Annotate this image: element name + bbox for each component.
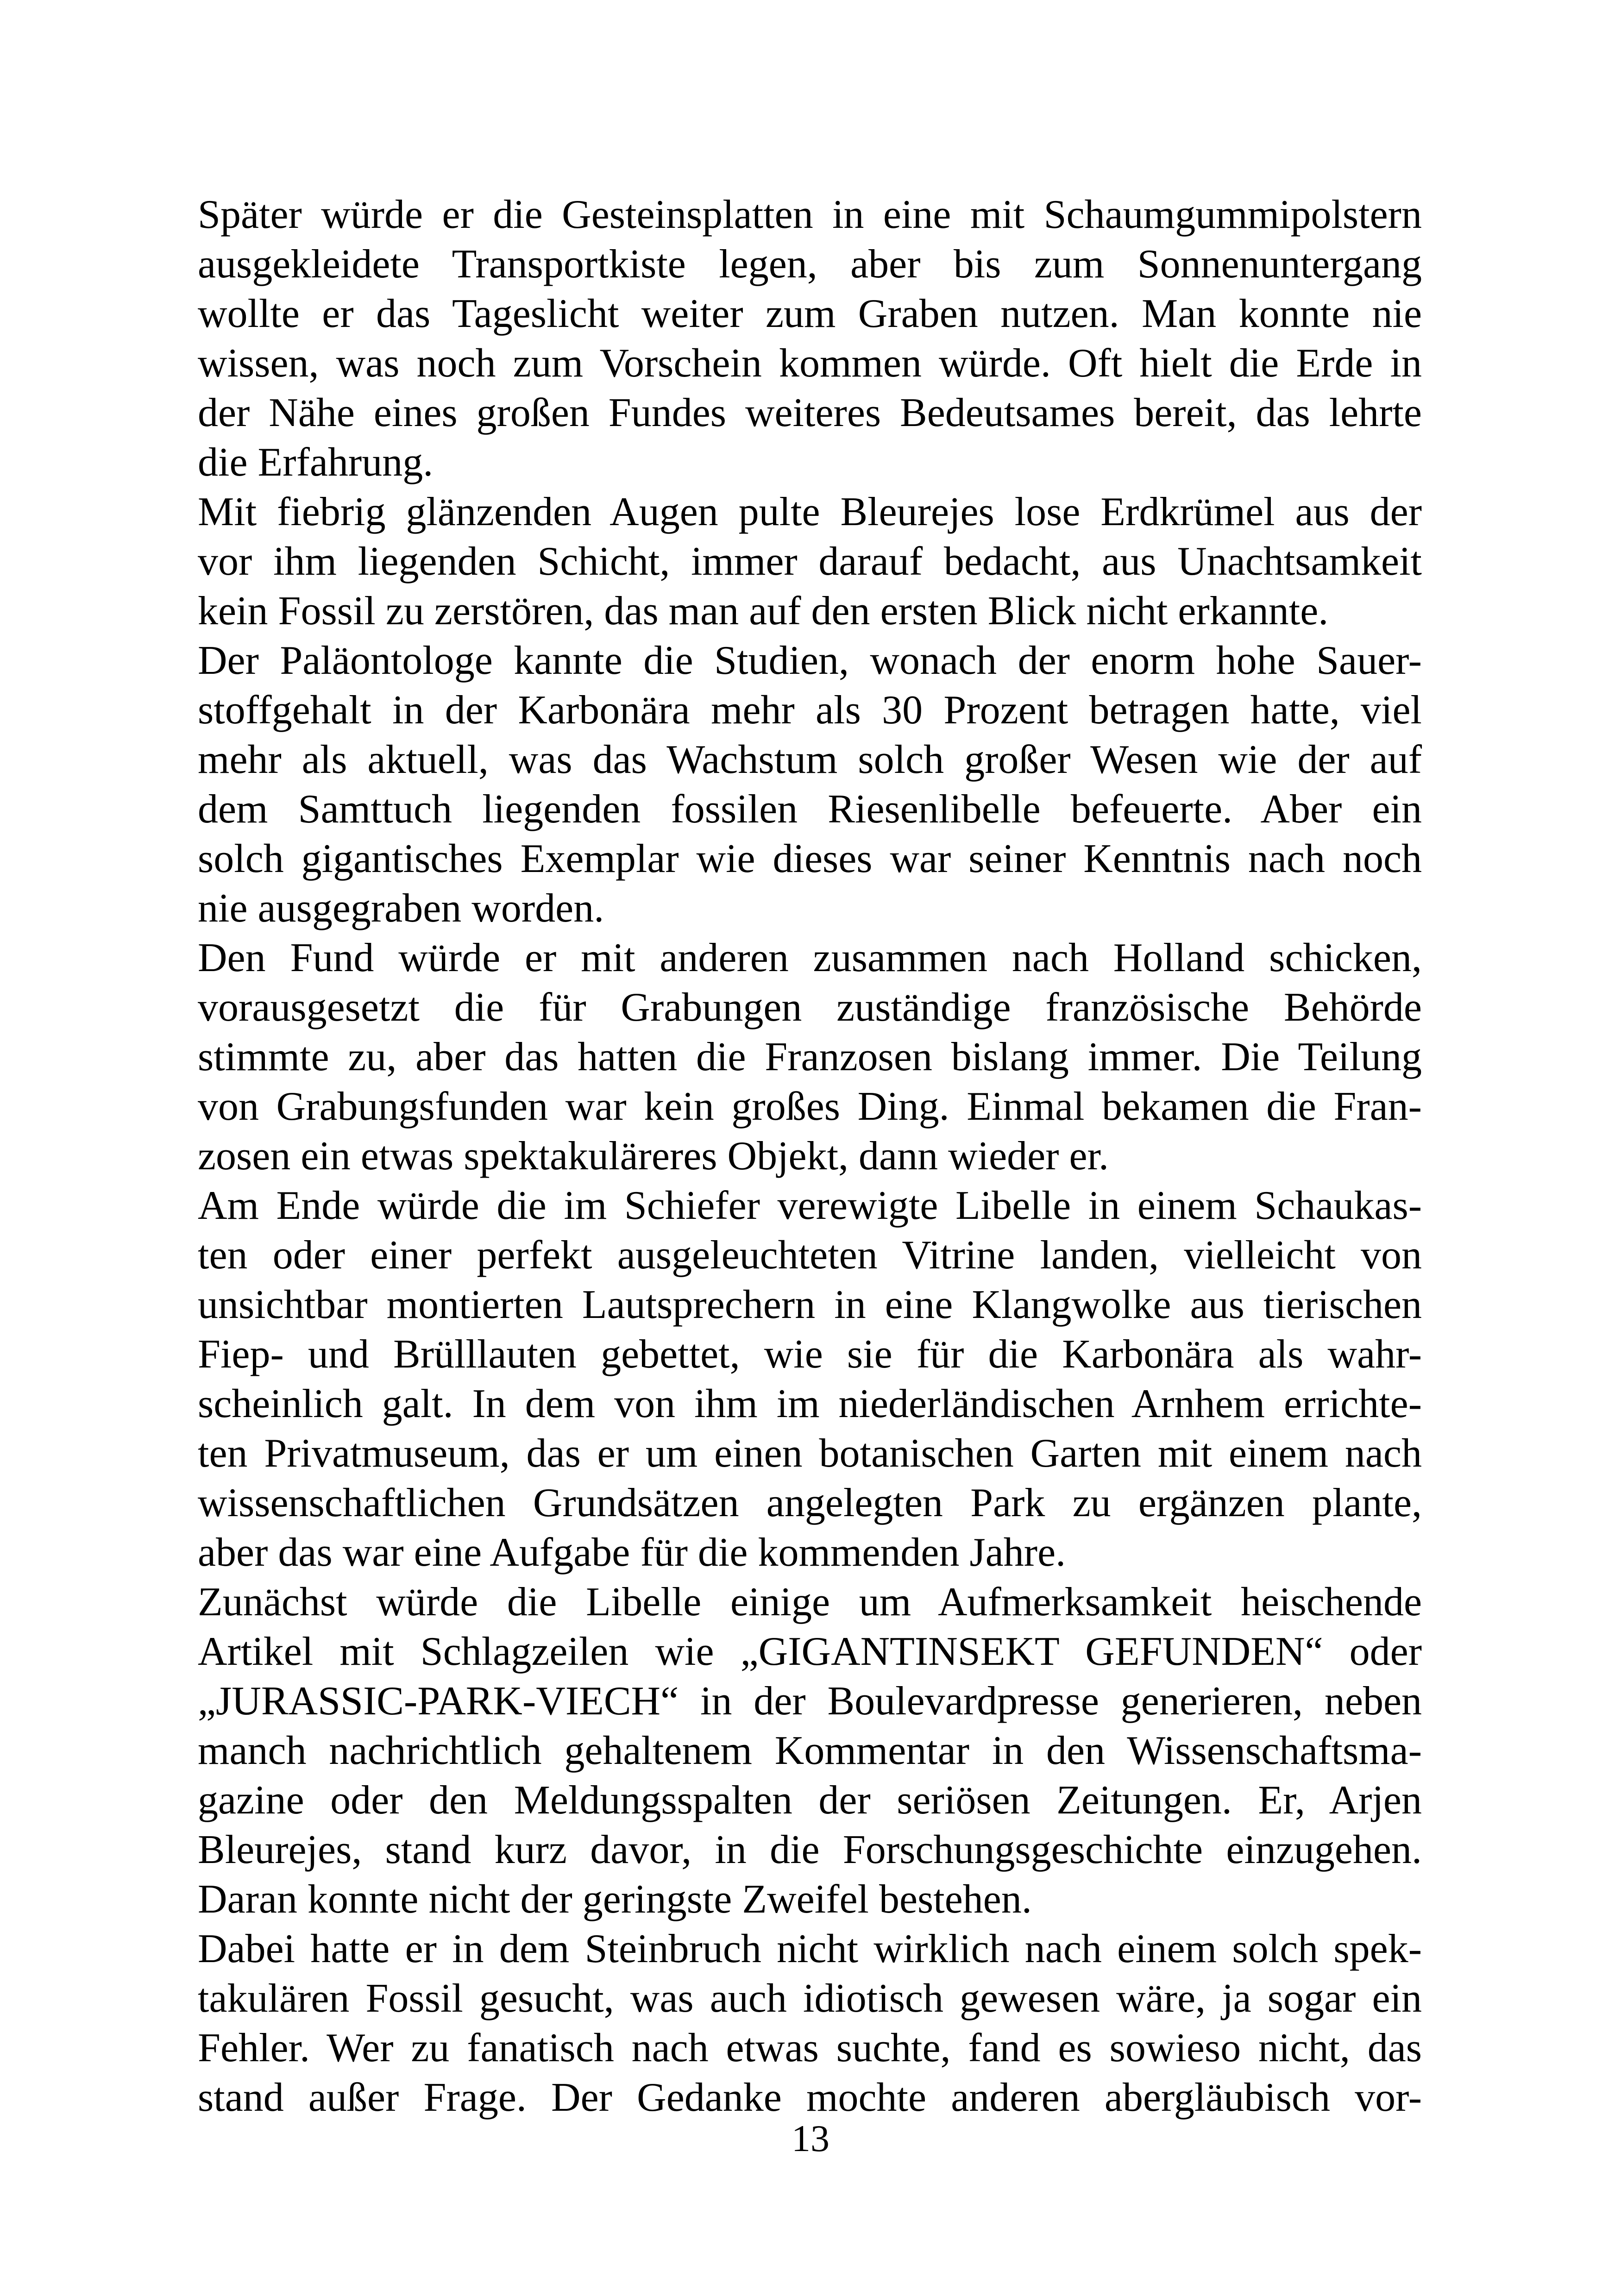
paragraph bbox=[198, 636, 1422, 933]
text-line: solch gigantisches Exemplar wie dieses war seiner Kenntnis nach noch bbox=[198, 836, 1422, 881]
text-line: dem Samttuch liegenden fossilen Riesenlibelle befeuerte. Aber ein bbox=[198, 787, 1422, 832]
text-line: stimmte zu, aber das hatten die Franzosen bislang immer. Die Teilung bbox=[198, 1035, 1422, 1079]
text-line: Fiep- und Brülllauten gebettet, wie sie für die Karbonära als wahr- bbox=[198, 1332, 1422, 1377]
paragraph-list bbox=[198, 190, 1422, 2122]
text-line: wollte er das Tageslicht weiter zum Graben nutzen. Man konnte nie bbox=[198, 291, 1422, 336]
text-line: die Erfahrung. bbox=[198, 440, 434, 485]
paragraph bbox=[198, 1577, 1422, 1924]
text-line: vorausgesetzt die für Grabungen zuständige französische Behörde bbox=[198, 985, 1422, 1030]
paragraph bbox=[198, 933, 1422, 1181]
paragraph bbox=[198, 1924, 1422, 2122]
text-line: Daran konnte nicht der geringste Zweifel bestehen. bbox=[198, 1877, 1032, 1922]
text-line: ten Privatmuseum, das er um einen botanischen Garten mit einem nach bbox=[198, 1431, 1422, 1476]
text-line: mehr als aktuell, was das Wachstum solch großer Wesen wie der auf bbox=[198, 737, 1422, 782]
text-line: unsichtbar montierten Lautsprechern in eine Klangwolke aus tierischen bbox=[198, 1282, 1422, 1327]
text-line: scheinlich galt. In dem von ihm im niederländischen Arnhem errichte- bbox=[198, 1381, 1422, 1426]
text-line: gazine oder den Meldungsspalten der seriösen Zeitungen. Er, Arjen bbox=[198, 1778, 1422, 1823]
text-line: kein Fossil zu zerstören, das man auf den ersten Blick nicht erkannte. bbox=[198, 589, 1329, 634]
text-line: takulären Fossil gesucht, was auch idiotisch gewesen wäre, ja sogar ein bbox=[198, 1976, 1422, 2021]
text-line: Fehler. Wer zu fanatisch nach etwas suchte, fand es sowieso nicht, das bbox=[198, 2026, 1422, 2070]
text-line: Später würde er die Gesteinsplatten in eine mit Schaumgummipolstern bbox=[198, 192, 1422, 237]
text-line: „JURASSIC-PARK-VIECH“ in der Boulevardpresse generieren, neben bbox=[198, 1679, 1422, 1724]
paragraph bbox=[198, 1181, 1422, 1577]
text-line: wissen, was noch zum Vorschein kommen würde. Oft hielt die Erde in bbox=[198, 341, 1422, 386]
text-line: Der Paläontologe kannte die Studien, wonach der enorm hohe Sauer- bbox=[198, 638, 1422, 683]
text-line: manch nachrichtlich gehaltenem Kommentar in den Wissenschaftsma- bbox=[198, 1728, 1422, 1773]
page-number: 13 bbox=[792, 2117, 829, 2159]
text-line: stand außer Frage. Der Gedanke mochte anderen abergläubisch vor- bbox=[198, 2075, 1422, 2120]
text-line: von Grabungsfunden war kein großes Ding. Einmal bekamen die Fran- bbox=[198, 1084, 1422, 1129]
text-line: stoffgehalt in der Karbonära mehr als 30 Prozent betragen hatte, viel bbox=[198, 688, 1422, 733]
text-line: Den Fund würde er mit anderen zusammen nach Holland schicken, bbox=[198, 935, 1422, 980]
text-line: aber das war eine Aufgabe für die kommenden Jahre. bbox=[198, 1530, 1066, 1575]
text-line: ten oder einer perfekt ausgeleuchteten Vitrine landen, vielleicht von bbox=[198, 1233, 1422, 1278]
text-line: vor ihm liegenden Schicht, immer darauf bedacht, aus Unachtsamkeit bbox=[198, 539, 1422, 584]
body-text bbox=[198, 190, 1422, 2122]
paragraph bbox=[198, 487, 1422, 636]
text-line: nie ausgegraben worden. bbox=[198, 886, 604, 931]
text-line: ausgekleidete Transportkiste legen, aber bis zum Sonnenuntergang bbox=[198, 242, 1422, 287]
paragraph bbox=[198, 190, 1422, 487]
text-line: Mit fiebrig glänzenden Augen pulte Bleurejes lose Erdkrümel aus der bbox=[198, 489, 1422, 534]
text-line: Bleurejes, stand kurz davor, in die Forschungsgeschichte einzugehen. bbox=[198, 1827, 1422, 1872]
text-line: Dabei hatte er in dem Steinbruch nicht wirklich nach einem solch spek- bbox=[198, 1926, 1422, 1971]
text-line: Zunächst würde die Libelle einige um Aufmerksamkeit heischende bbox=[198, 1580, 1422, 1625]
text-line: Artikel mit Schlagzeilen wie „GIGANTINSEKT GEFUNDEN“ oder bbox=[198, 1629, 1422, 1674]
text-line: wissenschaftlichen Grundsätzen angelegten Park zu ergänzen plante, bbox=[198, 1480, 1422, 1525]
text-line: der Nähe eines großen Fundes weiteres Bedeutsames bereit, das lehrte bbox=[198, 390, 1422, 435]
text-line: zosen ein etwas spektakuläreres Objekt, dann wieder er. bbox=[198, 1134, 1109, 1179]
text-line: Am Ende würde die im Schiefer verewigte Libelle in einem Schaukas- bbox=[198, 1183, 1422, 1228]
